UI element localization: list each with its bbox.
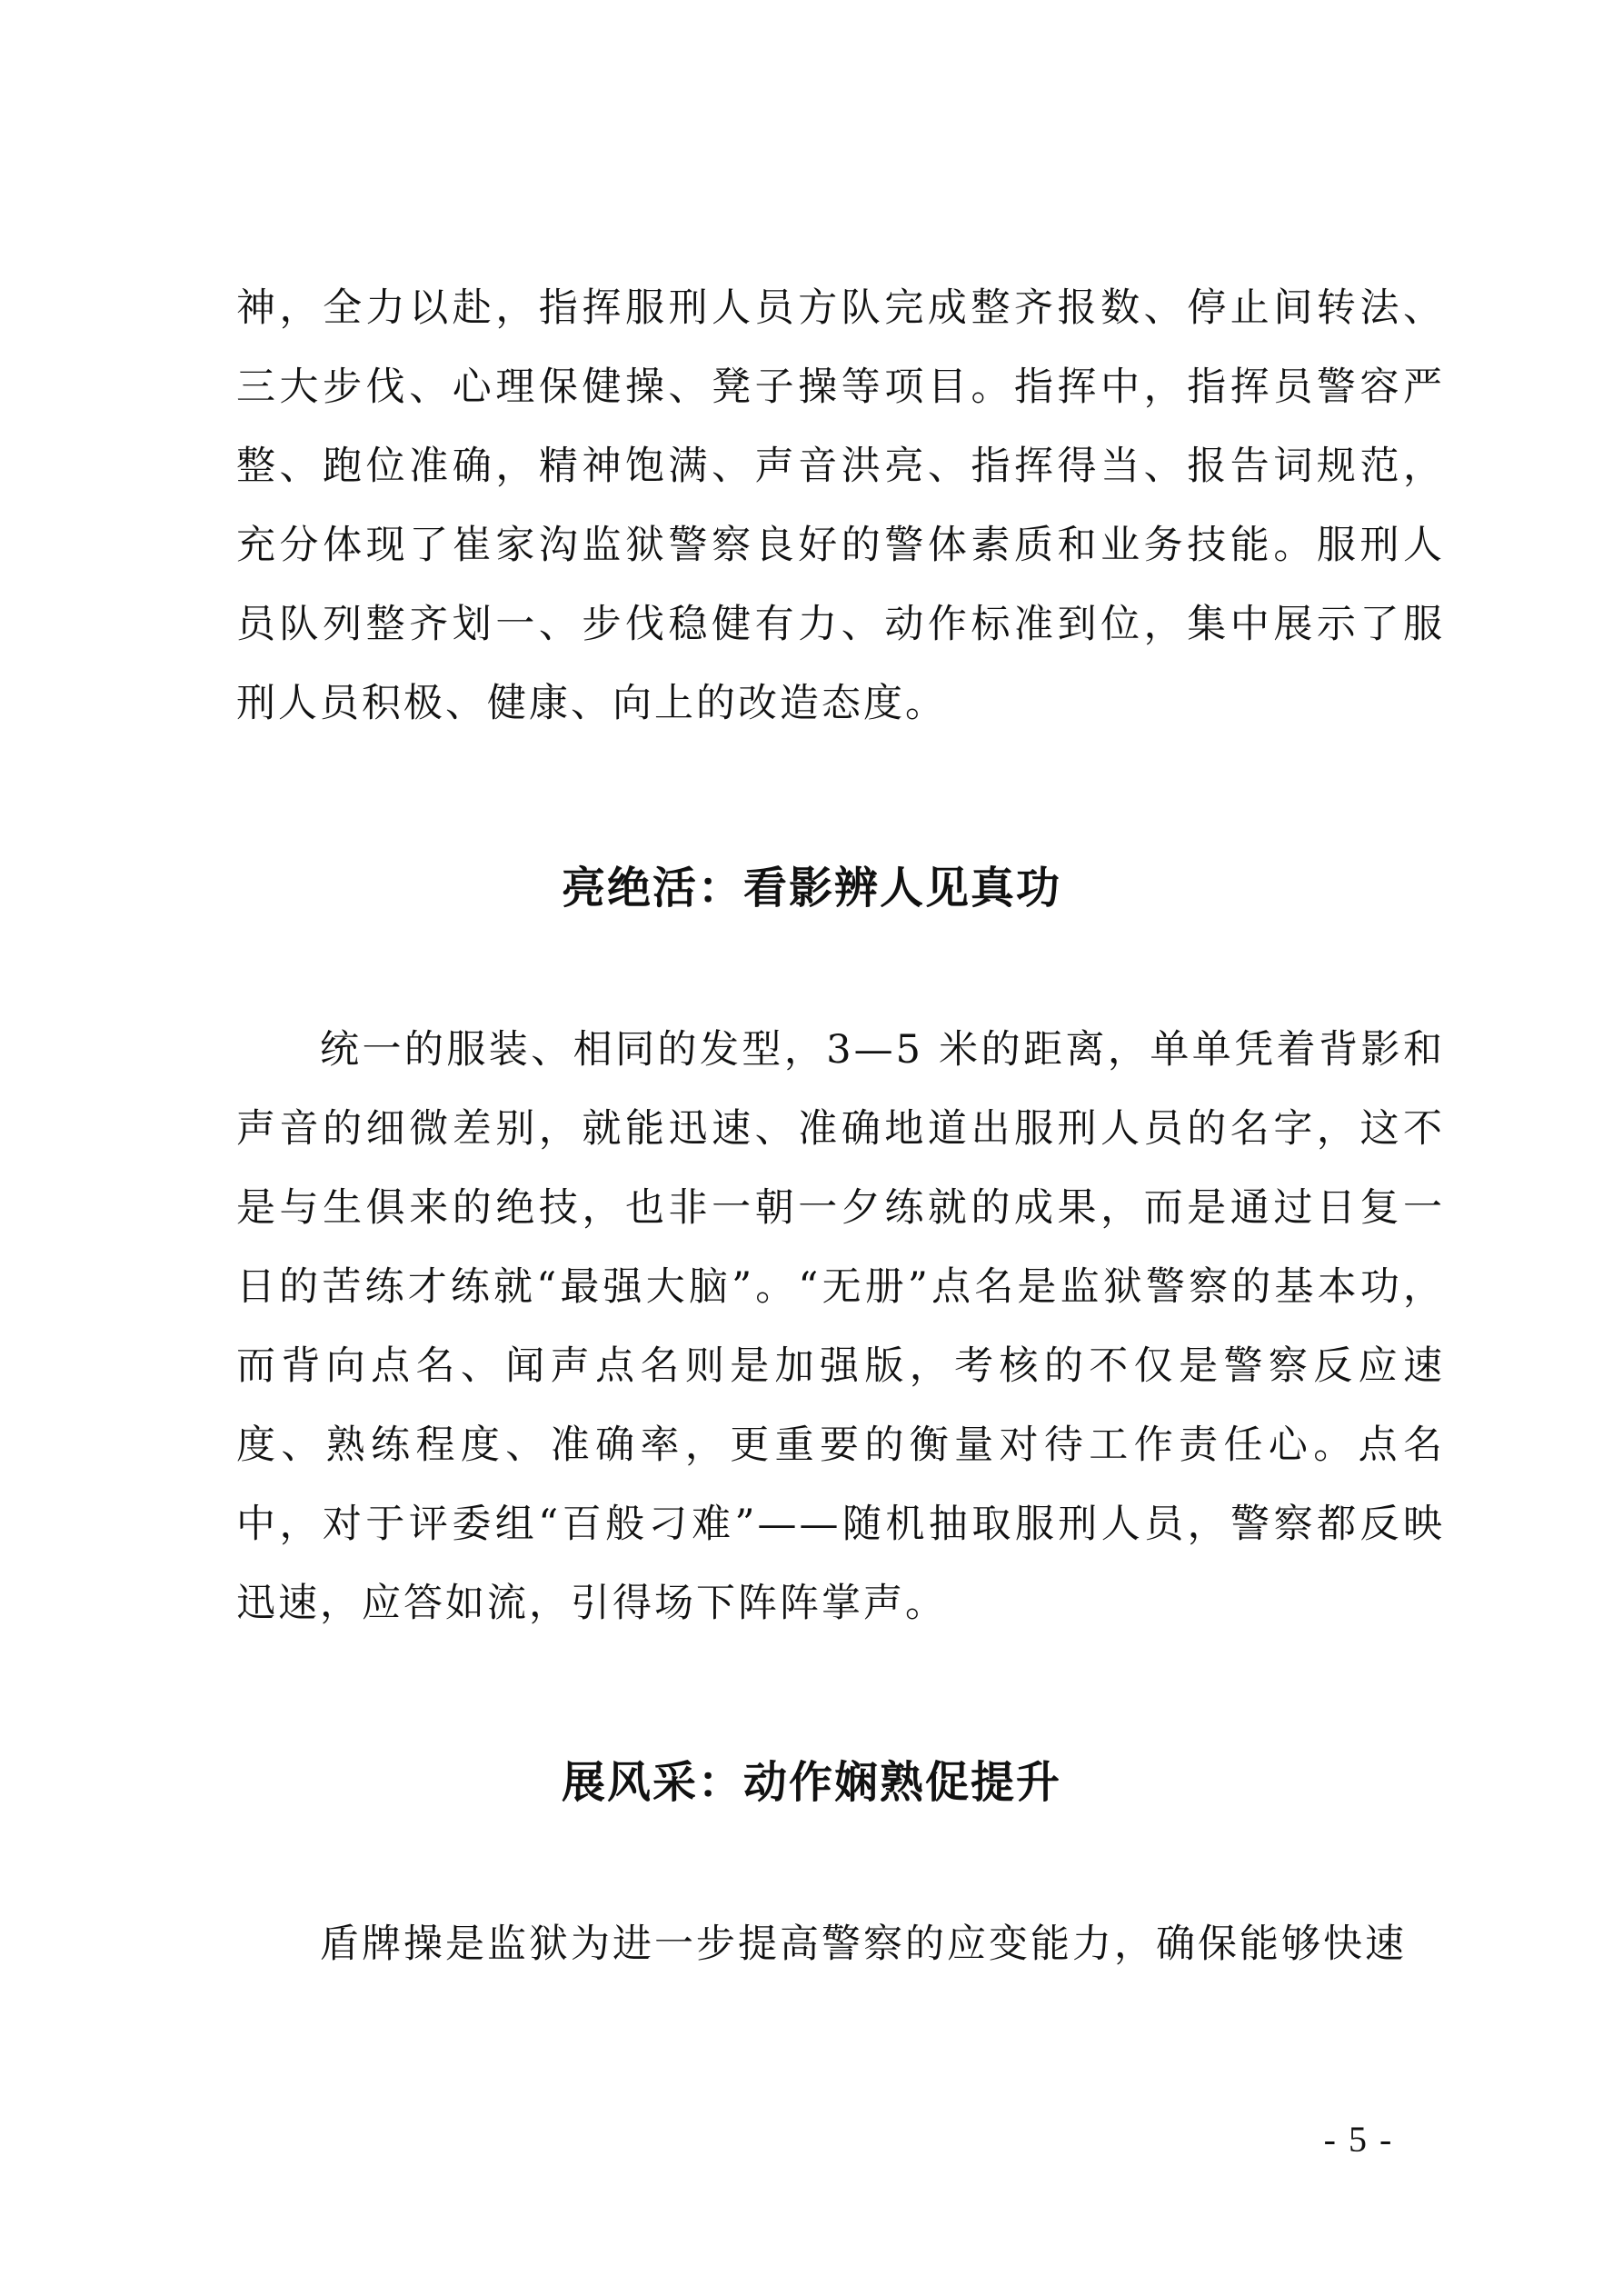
page-number: - 5 - bbox=[1323, 2119, 1394, 2160]
paragraph-continuation: 神，全力以赴，指挥服刑人员方队完成整齐报数、停止间转法、三大步伐、心理保健操、凳子操等项目。指挥中，指挥员警容严整、跑位准确，精神饱满、声音洪亮、指挥得当、报告词规范，充分体现了崔家沟监狱警察良好的警体素质和业务技能。服刑人员队列整齐划一、步伐稳健有力、动作标准到位，集中展示了服刑人员积极、健康、向上的改造态度。 bbox=[236, 285, 1445, 726]
paragraph-shield-drill: 盾牌操是监狱为进一步提高警察的应变能力，确保能够快速 bbox=[320, 1922, 1407, 1967]
paragraph-roll-call: 统一的服装、相同的发型，3—5 米的距离，单单凭着背影和声音的细微差别，就能迅速、准确地道出服刑人员的名字，这不是与生俱来的绝技，也非一朝一夕练就的成果，而是通过日复一日的苦练才练就“最强大脑”。“无册”点名是监狱警察的基本功，而背向点名、闻声点名则是加强版，考核的不仅是警察反应速度、熟练程度、准确率，更重要的衡量对待工作责任心。点名中，对于评委组“百般刁难”——随机抽取服刑人员，警察都反映迅速，应答如流，引得场下阵阵掌声。 bbox=[236, 1027, 1445, 1626]
section-heading-style: 展风采：动作娴熟促提升 bbox=[561, 1757, 1061, 1808]
section-heading-skill: 亮绝活：看影辨人见真功 bbox=[561, 863, 1061, 913]
